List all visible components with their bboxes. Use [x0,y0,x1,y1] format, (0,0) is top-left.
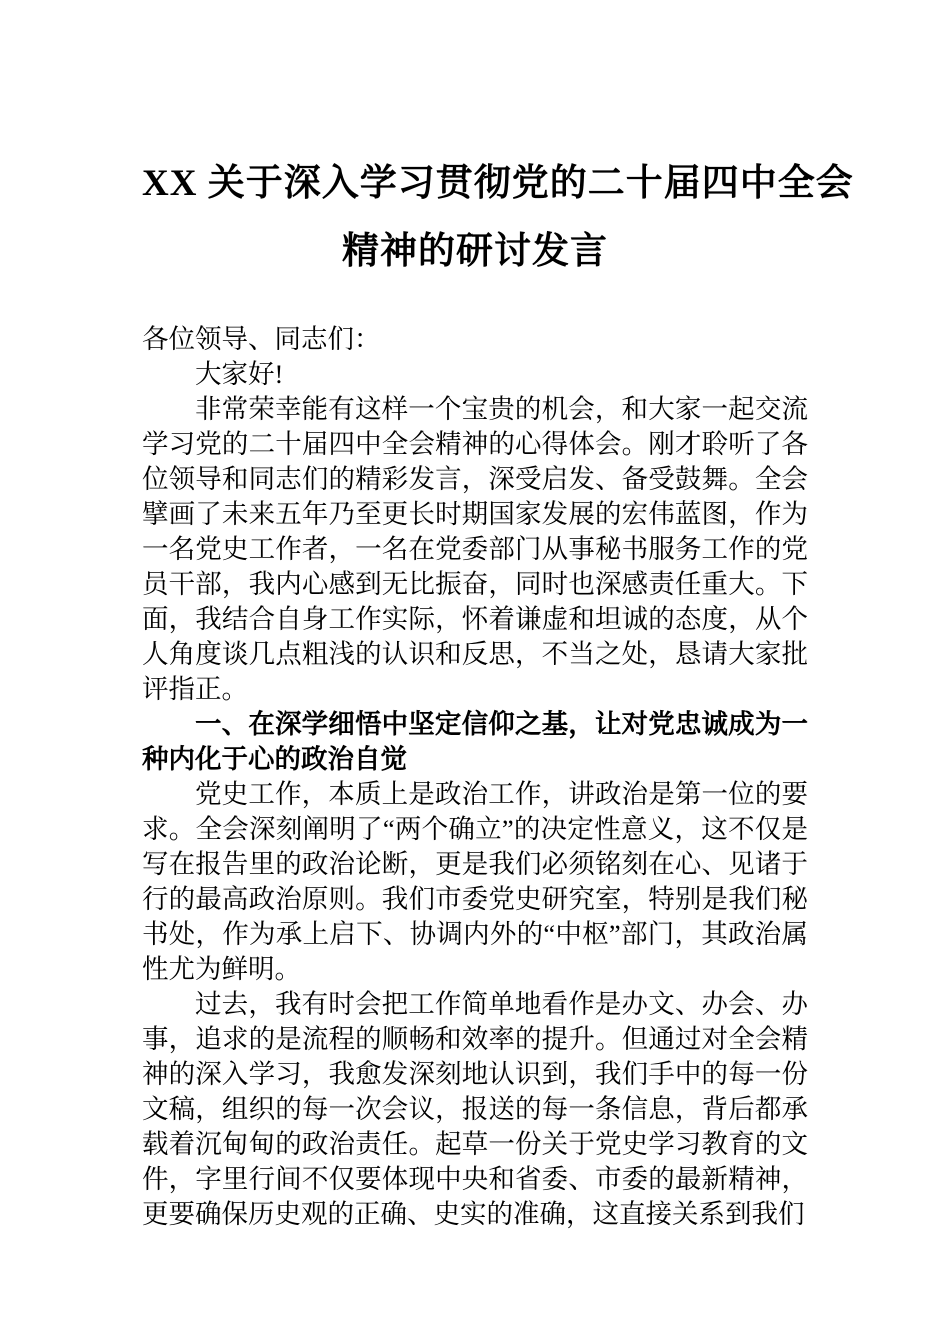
greeting-line: 大家好! [195,359,284,389]
section-1-paragraph-1: 党史工作，本质上是政治工作，讲政治是第一位的要求。全会深刻阐明了“两个确立”的决定性意义，这不仅是写在报告里的政治论断，更是我们必须铭刻在心、见诸于行的最高政治原则。我们市委党史研究室，特别是我们秘书处，作为承上启下、协调内外的“中枢”部门，其政治属性尤为鲜明。 [142,779,808,984]
opening-paragraph: 非常荣幸能有这样一个宝贵的机会，和大家一起交流学习党的二十届四中全会精神的心得体会。刚才聆听了各位领导和同志们的精彩发言，深受启发、备受鼓舞。全会擘画了未来五年乃至更长时期国家发展的宏伟蓝图，作为一名党史工作者，一名在党委部门从事秘书服务工作的党员干部，我内心感到无比振奋，同时也深感责任重大。下面，我结合自身工作实际，怀着谦虚和坦诚的态度，从个人角度谈几点粗浅的认识和反思，不当之处，恳请大家批评指正。 [142,394,808,704]
section-1-heading: 一、在深学细悟中坚定信仰之基，让对党忠诚成为一种内化于心的政治自觉 [142,709,808,774]
document-title [142,150,854,286]
salutation-line: 各位领导、同志们： [142,324,381,354]
document-title-line1: XX 关于深入学习贯彻党的二十届四中全会 [142,163,854,204]
document-title-line2: 精神的研讨发言 [342,231,608,272]
section-1-paragraph-2: 过去，我有时会把工作简单地看作是办文、办会、办事，追求的是流程的顺畅和效率的提升。但通过对全会精神的深入学习，我愈发深刻地认识到，我们手中的每一份文稿，组织的每一次会议，报送的每一条信息，背后都承载着沉甸甸的政治责任。起草一份关于党史学习教育的文件，字里行间不仅要体现中央和省委、市委的最新精神，更要确保历史观的正确、史实的准确，这直接关系到我们 [142,989,808,1229]
document-body [142,322,808,1232]
